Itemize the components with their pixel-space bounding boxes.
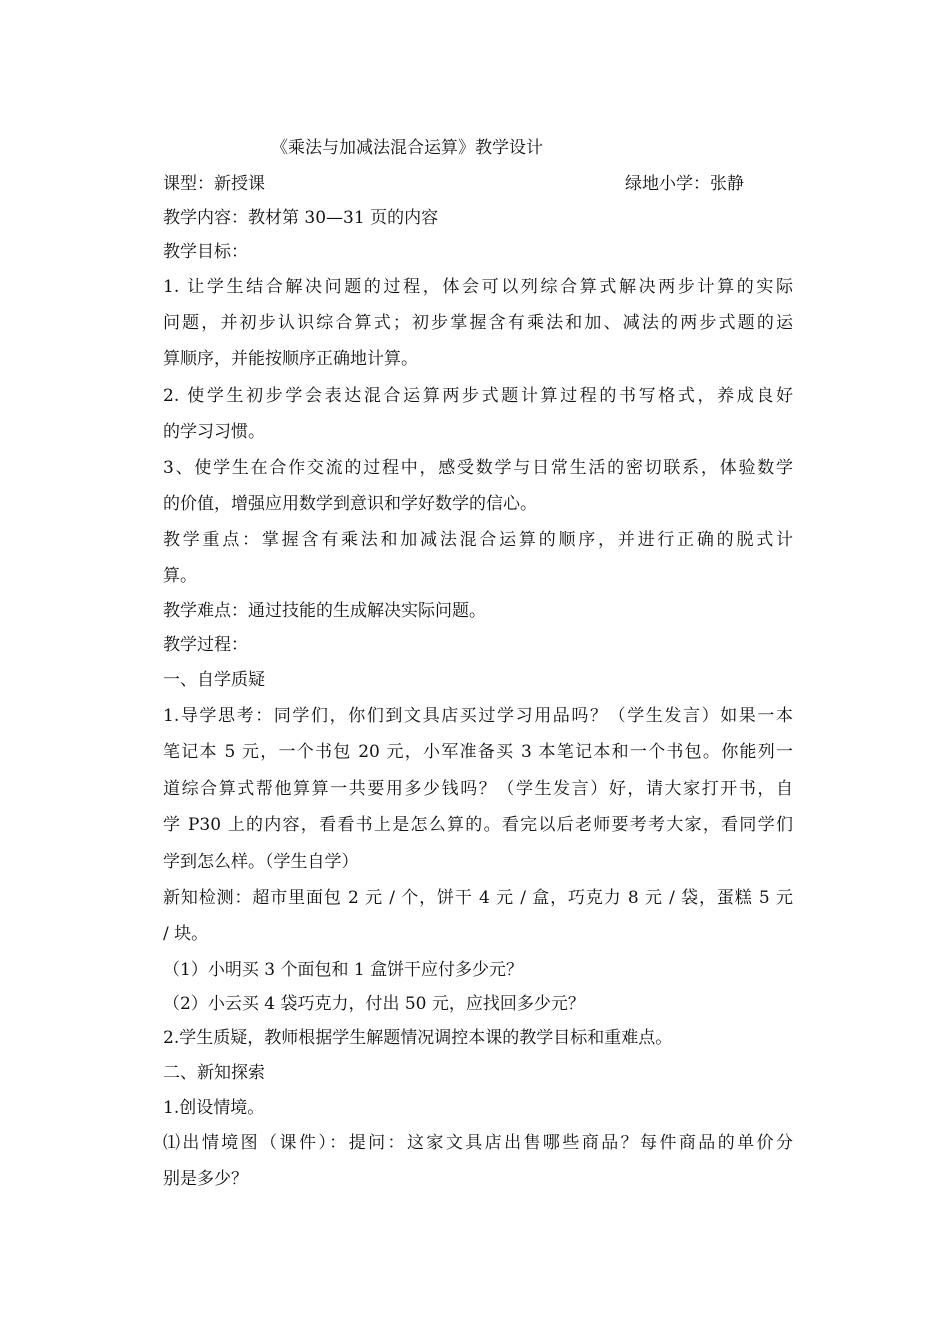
text-line: / 块。 bbox=[163, 924, 209, 944]
question-item: （1）小明买 3 个面包和 1 盒饼干应付多少元？ bbox=[163, 960, 524, 980]
section-heading: 一、自学质疑 bbox=[163, 670, 265, 690]
text-line: 道综合算式帮他算算一共要用多少钱吗？（学生发言）好，请大家打开书，自 bbox=[163, 779, 793, 799]
section-heading: 二、新知探索 bbox=[163, 1063, 265, 1083]
school-author: 绿地小学：张静 bbox=[625, 174, 744, 194]
text-line: 1. 让学生结合解决问题的过程，体会可以列综合算式解决两步计算的实际 bbox=[163, 277, 793, 297]
text-line: 别是多少？ bbox=[163, 1169, 248, 1189]
text-line: 1.创设情境。 bbox=[163, 1098, 265, 1118]
text-line: 学到怎么样。（学生自学） bbox=[163, 852, 359, 872]
text-line: 的学习习惯。 bbox=[163, 422, 265, 442]
text-line: 教学难点：通过技能的生成解决实际问题。 bbox=[163, 601, 486, 621]
text-line: 2. 使学生初步学会表达混合运算两步式题计算过程的书写格式，养成良好 bbox=[163, 386, 793, 406]
text-line: 笔记本 5 元，一个书包 20 元，小军准备买 3 本笔记本和一个书包。你能列一 bbox=[163, 742, 793, 762]
text-line: 1.导学思考：同学们，你们到文具店买过学习用品吗？（学生发言）如果一本 bbox=[163, 706, 793, 726]
text-line: 算。 bbox=[163, 566, 197, 586]
text-line: 学 P30 上的内容，看看书上是怎么算的。看完以后老师要考考大家，看同学们 bbox=[163, 815, 793, 835]
text-line: 算顺序，并能按顺序正确地计算。 bbox=[163, 349, 418, 369]
question-item: （2）小云买 4 袋巧克力，付出 50 元，应找回多少元？ bbox=[163, 994, 585, 1014]
text-line: 教学过程： bbox=[163, 635, 248, 655]
text-line: 2.学生质疑，教师根据学生解题情况调控本课的教学目标和重难点。 bbox=[163, 1028, 673, 1048]
text-line: 3、使学生在合作交流的过程中，感受数学与日常生活的密切联系，体验数学 bbox=[163, 458, 793, 478]
text-line: ⑴出情境图（课件）：提问：这家文具店出售哪些商品？每件商品的单价分 bbox=[163, 1133, 793, 1153]
text-line: 教学内容：教材第 30—31 页的内容 bbox=[163, 208, 439, 228]
text-line: 教学重点：掌握含有乘法和加减法混合运算的顺序，并进行正确的脱式计 bbox=[163, 530, 793, 550]
text-line: 教学目标： bbox=[163, 242, 248, 262]
lesson-type: 课型：新授课 bbox=[163, 174, 265, 194]
document-title: 《乘法与加减法混合运算》教学设计 bbox=[271, 138, 543, 158]
text-line: 问题，并初步认识综合算式；初步掌握含有乘法和加、减法的两步式题的运 bbox=[163, 313, 793, 333]
text-line: 的价值，增强应用数学到意识和学好数学的信心。 bbox=[163, 494, 537, 514]
text-line: 新知检测：超市里面包 2 元 / 个，饼干 4 元 / 盒，巧克力 8 元 / 袋，蛋糕 5 元 bbox=[163, 888, 793, 908]
